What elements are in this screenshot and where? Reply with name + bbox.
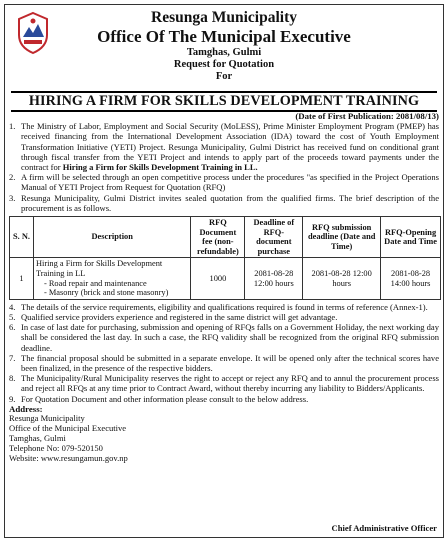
paragraph-2 — [9, 172, 439, 192]
paragraph-6 — [9, 322, 439, 353]
publication-date: (Date of First Publication: 2081/08/13) — [295, 111, 439, 121]
paragraph-number: 9. — [9, 393, 16, 404]
col-header-opening: RFQ-Opening Date and Time — [381, 217, 441, 258]
address-heading: Address: — [9, 403, 43, 414]
col-header-fee: RFQ Document fee (non-refundable) — [191, 217, 245, 258]
notice-header — [5, 5, 443, 93]
paragraph-text: A firm will be selected through an open competitive process under the procedures "as specified in the Project Operations Manual of YETI Project from Request for Quotation (RFQ) — [21, 172, 439, 193]
address-line: Resunga Municipality — [9, 413, 85, 424]
signoff-title: Chief Administrative Officer — [331, 523, 437, 533]
paragraph-1 — [9, 121, 439, 172]
cell-purchase-deadline: 2081-08-28 12:00 hours — [245, 258, 303, 299]
description-title: Hiring a Firm for Skills Development Training in LL — [35, 259, 163, 278]
paragraph-7 — [9, 353, 439, 373]
rfq-table — [9, 216, 441, 300]
paragraph-text: The financial proposal should be submitted in a separate envelope. It will be opened only after the technical scores have been finalized, in the presence of the respective bidders. — [21, 352, 439, 373]
org-name: Resunga Municipality — [151, 9, 297, 26]
paragraph-bold-text: Hiring a Firm for Skills Development Training in LL. — [62, 162, 258, 173]
cell-sn: 1 — [10, 258, 34, 299]
cell-fee: 1000 — [191, 258, 245, 299]
col-header-description: Description — [33, 217, 190, 258]
paragraph-text: The details of the service requirements, eligibility and qualifications required is found in terms of reference (Annex-1). — [21, 301, 428, 312]
paragraph-text: Resunga Municipality, Gulmi District invites sealed quotation from the qualified firms. The brief description of the procurement is as follows. — [21, 192, 439, 213]
table-header-row — [10, 217, 441, 258]
paragraph-number: 8. — [9, 373, 16, 384]
paragraph-text: For Quotation Document and other information please consult to the below address. — [21, 393, 309, 404]
paragraph-text: The Ministry of Labor, Employment and Social Security (MoLESS), Prime Minister Employment Program (PMEP) has received financing from the International Development Association (IDA) toward the cost of Youth Employment Transformation Initiative (YETI) Project. Resunga Municipality, Gulmi District has received fund on conditional grant through fiscal transfer from the YETI Project and intends to apply part of the proceeds toward payments under the contract for — [21, 121, 439, 173]
location: Tamghas, Gulmi — [186, 47, 262, 58]
description-item: - Masonry (brick and stone masonry) — [36, 288, 188, 298]
address-line: Tamghas, Gulmi — [9, 432, 66, 443]
paragraph-text: The Municipality/Rural Municipality reserves the right to accept or reject any RFQ and to annul the procurement process and reject all RFQs at any time prior to Contract Award, without thereby incurring any liability to Bidders/Applicants. — [21, 373, 439, 394]
paragraph-number: 1. — [9, 121, 16, 132]
office-name: Office Of The Municipal Executive — [97, 27, 351, 46]
paragraph-number: 5. — [9, 311, 16, 322]
address-line: Website: www.resungamun.gov.np — [9, 452, 128, 463]
notice-banner: HIRING A FIRM FOR SKILLS DEVELOPMENT TRAINING — [11, 91, 437, 112]
cell-submission-deadline: 2081-08-28 12:00 hours — [303, 258, 381, 299]
request-label: Request for Quotation — [173, 59, 275, 70]
table-row — [10, 258, 441, 299]
paragraph-number: 7. — [9, 352, 16, 363]
col-header-sn: S. N. — [10, 217, 34, 258]
paragraph-number: 3. — [9, 192, 16, 203]
notice-page — [4, 4, 444, 538]
notice-content — [9, 111, 439, 464]
paragraph-3 — [9, 193, 439, 213]
address-line: Office of the Municipal Executive — [9, 422, 127, 433]
cell-opening: 2081-08-28 14:00 hours — [381, 258, 441, 299]
paragraph-number: 2. — [9, 172, 16, 183]
paragraph-4 — [9, 302, 439, 312]
description-item: - Road repair and maintenance — [36, 279, 188, 289]
paragraph-9 — [9, 394, 439, 404]
col-header-purchase-deadline: Deadline of RFQ-document purchase — [245, 217, 303, 258]
municipality-emblem-icon — [13, 11, 53, 55]
paragraph-text: In case of last date for purchasing, submission and opening of RFQs falls on a Government Holiday, the next working day shall be considered the last day. In such a case, the RFQ validity shall be recognized from the original RFQ submission deadline. — [21, 322, 439, 353]
address-line: Telephone No: 079-520150 — [9, 442, 103, 453]
cell-description — [33, 258, 190, 299]
paragraph-number: 6. — [9, 322, 16, 333]
col-header-submission-deadline: RFQ submission deadline (Date and Time) — [303, 217, 381, 258]
paragraph-8 — [9, 373, 439, 393]
paragraph-number: 4. — [9, 301, 16, 312]
paragraph-text: Qualified service providers experience and registered in the same district will get advantage. — [21, 311, 338, 322]
for-label: For — [215, 71, 233, 82]
paragraph-5 — [9, 312, 439, 322]
